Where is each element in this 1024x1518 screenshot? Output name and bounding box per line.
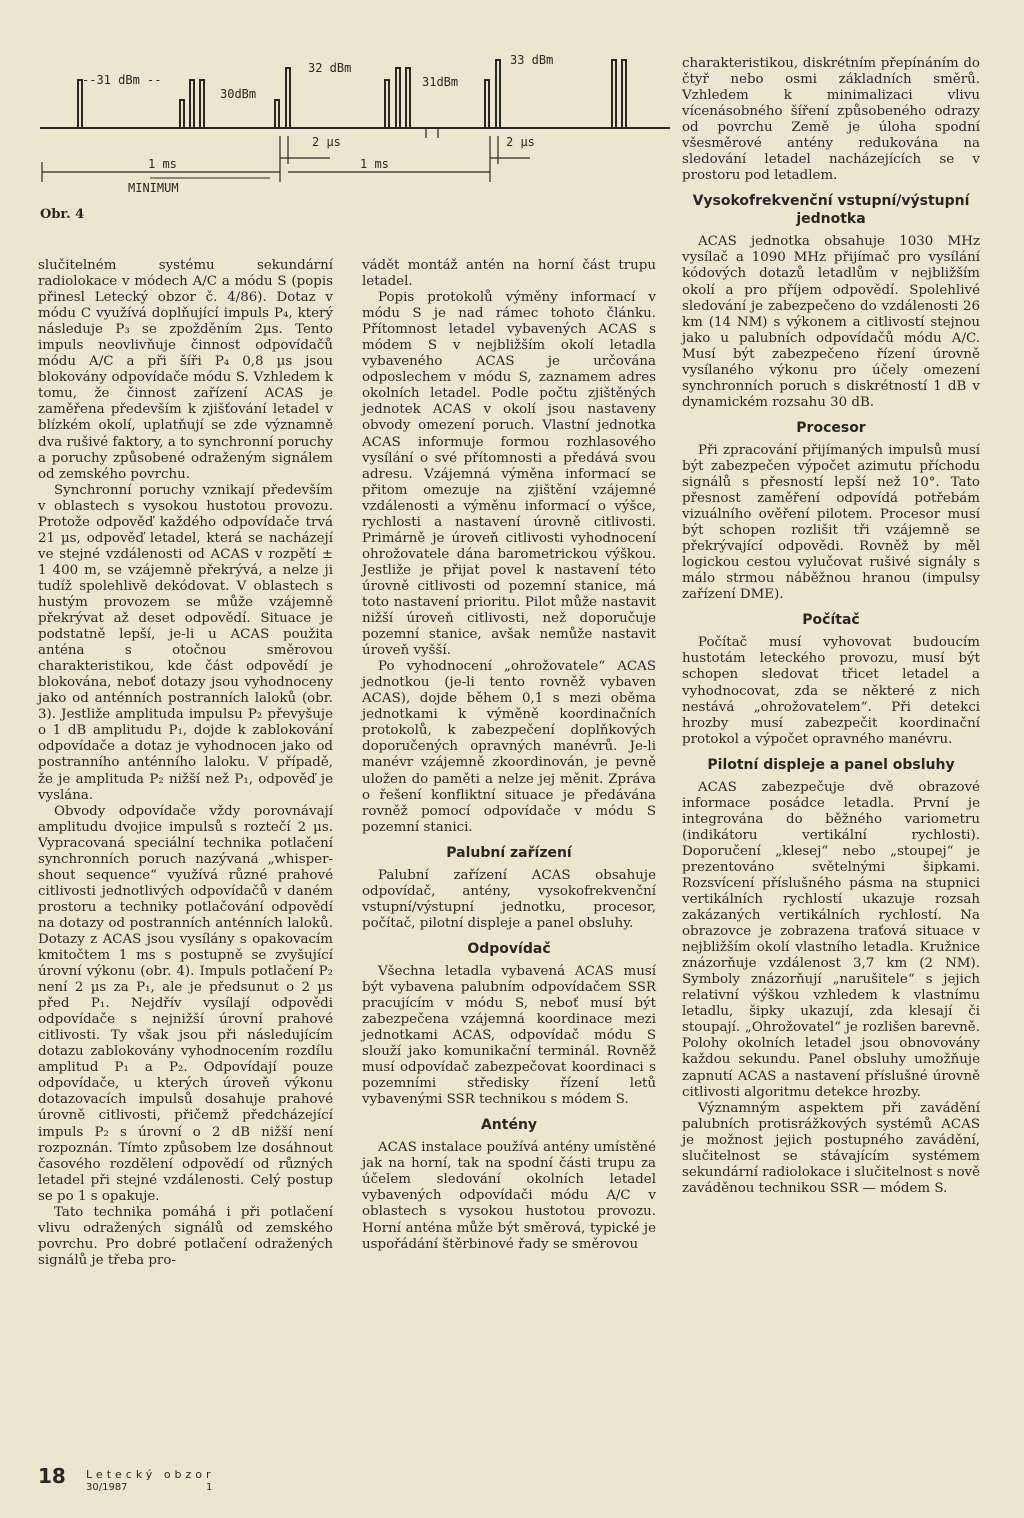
section-heading: Odpovídač (467, 940, 551, 957)
paragraph: Při zpracování přijímaných impulsů musí být zabezpečen výpočet azimutu příchodu signálů s přesností lepší než 10°. Tato přesnost zaměření odpovídá potřebám vizuálního ověření pilotem. Procesor musí být schopen rozlišit tři vzájemně se překrývající odpovědi. Rovněž by měl logickou cestou vylučovat rušivé signály s málo strmou náběžnou hranou (impulsy zařízení DME). (682, 442, 980, 603)
level-label-5: 33 dBm (510, 53, 554, 67)
paragraph: ACAS zabezpečuje dvě obrazové informace posádce letadla. První je integrována do běžného variometru (indikátoru vertikální rychlosti). Doporučení „klesej“ nebo „stoupej“ je prezentováno světelnými šipkami. Rozsvícení příslušného pásma na stupnici vertikálních rychlostí ukazuje rozsah zakázaných vertikálních rychlostí. Na obrazovce je zobrazena traťová situace v nejbližším okolí vlastního letadla. Kružnice znázorňuje vzdálenost 3,7 km (2 NM). Symboly znázorňují „narušitele“ s jejich relativní výškou vzhledem k vlastnímu letadlu, šipky ukazují, zda klesají či stoupají. „Ohrožovatel“ je rozlišen barevně. Polohy okolních letadel jsou obnovovány každou sekundu. Panel obsluhy umožňuje zapnutí ACAS a nastavení příslušné úrovně citlivosti algoritmu detekce hrozby. (682, 779, 980, 1100)
time-label-1ms-a: 1 ms (148, 157, 177, 171)
paragraph: ACAS instalace používá antény umístěné jak na horní, tak na spodní části trupu za účelem sledování okolních letadel vybavených odpovídači módu A/C v oblastech s vysokou hustotou provozu. Horní anténa může být směrová, typické je uspořádání štěrbinové řady se směrovou (362, 1140, 656, 1252)
section-heading: Procesor (796, 419, 866, 436)
paragraph: Obvody odpovídače vždy porovnávají amplitudu dvojice impulsů s roztečí 2 µs. Vypracovaná speciální technika potlačení synchronních poruch nazývaná „whisper-shout sequence“ využívá různé prahové citlivosti jednotlivých odpovídačů v daném prostoru a techniky potlačování odpovědí na dotazy od postranních anténních laloků. Dotazy z ACAS jsou vysílány s opakovacím kmitočtem 1 ms s postupně se zvyšující úrovní výkonu (obr. 4). Impuls potlačení P₂ není 2 µs za P₁, ale je předsunut o 2 µs před P₁. Nejdřív vysílají odpovědi odpovídače s nejnižší úrovní prahové citlivosti. Ty však jsou při následujícím dotazu zablokovány vyhodnocením rozdílu amplitud P₁ a P₂. Odpovídají pouze odpovídače, u kterých úroveň výkonu dotazovacích impulsů dosahuje prahové úrovně citlivosti, přičemž předcházející impuls P₂ s úrovní o 2 dB nižší není rozpoznán. Tímto způsobem lze dosáhnout časového rozdělení odpovědí od různých letadel při stejné vzdálenosti. Celý postup se po 1 s opakuje. (38, 803, 333, 1204)
paragraph: charakteristikou, diskrétním přepínáním do čtyř nebo osmi základních směrů. Vzhledem k minimalizaci vlivu vícenásobného šíření způsobeného odrazy od povrchu Země je úloha spodní všesměrové antény redukována na sledování letadel nacházejících se v prostoru pod letadlem. (682, 56, 980, 184)
level-label-1: --31 dBm -- (82, 73, 162, 87)
magazine-name: Letecký obzor (86, 1468, 215, 1481)
paragraph: Významným aspektem při zavádění palubních protisrážkových systémů ACAS je možnost jejich postupného zavádění, slučitelnost se stávajícím systémem sekundární radiolokace i slučitelnost s nově zaváděnou technikou SSR — módem S. (682, 1100, 980, 1196)
level-label-2: 30dBm (220, 87, 257, 101)
level-label-3: 32 dBm (308, 61, 352, 75)
time-label-1ms-b: 1 ms (360, 157, 389, 171)
level-label-4: 31dBm (422, 75, 459, 89)
section-heading: Počítač (802, 612, 860, 629)
figure-caption: Obr. 4 (40, 207, 85, 222)
column-2 (362, 258, 656, 1253)
column-3 (682, 56, 980, 1197)
minimum-label: MINIMUM (128, 181, 179, 195)
section-heading: Antény (480, 1117, 538, 1134)
time-label-2us-a: 2 µs (312, 135, 341, 149)
magazine-issue: 30/1987 (86, 1482, 128, 1493)
paragraph: Popis protokolů výměny informací v módu S je nad rámec tohoto článku. Přítomnost letadel vybavených ACAS s módem S v nejbližším okolí letadla vybaveného ACAS je určována odposlechem v módu S, zaznamem adres okolních letadel. Podle počtu zjištěných jednotek ACAS v okolí jsou nastaveny obvody omezení poruch. Vlastní jednotka ACAS informuje formou rozhlasového vysílání o své přítomnosti a předává svou adresu. Vzájemná výměna informací se přitom omezuje na zjištění vzájemné vzdálenosti a výměnu informací o výšce, rychlosti a nastavení úrovně citlivosti. Primárně je úroveň citlivosti vyhodnocení ohrožovatele dána barometrickou výškou. Jestliže je přijat povel k nastavení této úrovně citlivosti od pozemní stanice, má toto nastavení prioritu. Pilot může nastavit nižší úroveň citlivosti, než doporučuje pozemní stanice, avšak nemůže nastavit úroveň vyšší. (362, 290, 656, 659)
section-heading: Pilotní displeje a panel obsluhy (707, 756, 955, 773)
paragraph: slučitelném systému sekundární radiolokace v módech A/C a módu S (popis přinesl Letecký obzor č. 4/86). Dotaz v módu C využívá doplňující impuls P₄, který následuje P₃ se zpožděním 2µs. Tento impuls neovlivňuje činnost odpovídačů módu A/C a při šíři P₄ 0,8 µs jsou blokovány odpovídače módu S. Vzhledem k tomu, že činnost zařízení ACAS je zaměřena především k zjišťování letadel v blízkém okolí, uplatňují se zde významně dva rušivé faktory, a to synchronní poruchy a poruchy způsobené odraženým signálem od zemského povrchu. (38, 258, 333, 482)
paragraph: Po vyhodnocení „ohrožovatele“ ACAS jednotkou (je-li tento rovněž vybaven ACAS), dojde během 0,1 s mezi oběma jednotkami k výměně koordinačních protokolů, k zabezpečení doplňkových doporučených opravných manévrů. Je-li manévr vzájemně zkoordinován, je pevně uložen do paměti a nelze jej měnit. Zpráva o řešení konfliktní situace je předávána rovněž pomocí odpovídače v módu S pozemní stanici. (362, 659, 656, 835)
column-1 (38, 258, 333, 1269)
issue-number: 1 (206, 1482, 213, 1493)
section-heading: Palubní zařízení (446, 844, 572, 861)
paragraph: ACAS jednotka obsahuje 1030 MHz vysílač a 1090 MHz přijímač pro vysílání kódových dotazů letadlům v nejbližším okolí a pro příjem odpovědí. Spolehlivé sledování je zabezpečeno do vzdálenosti 26 km (14 NM) s výkonem a citlivostí stejnou jako u palubních odpovídačů módu A/C. Musí být zabezpečeno řízení úrovně vysílaného výkonu pro účely omezení synchronních poruch s diskrétností 1 dB v dynamickém rozsahu 30 dB. (682, 234, 980, 410)
paragraph: Palubní zařízení ACAS obsahuje odpovídač, antény, vysokofrekvenční vstupní/výstupní jednotku, procesor, počítač, pilotní displeje a panel obsluhy. (362, 867, 656, 931)
paragraph: vádět montáž antén na horní část trupu letadel. (362, 258, 656, 290)
paragraph: Synchronní poruchy vznikají především v oblastech s vysokou hustotou provozu. Protože odpověď každého odpovídače trvá 21 µs, odpověď letadel, která se nacházejí ve stejné vzdálenosti od ACAS v rozpětí ± 1 400 m, se vzájemně překrývá, a nelze ji tudíž spolehlivě dekódovat. V oblastech s hustým provozem se může vzájemně překrývat až deset odpovědí. Situace je podstatně lepší, je-li u ACAS použita anténa s otočnou směrovou charakteristikou, kde část odpovědí je blokována, neboť dotazy jsou vyhodnoceny jako od anténních postranních laloků (obr. 3). Jestliže amplituda impulsu P₂ převyšuje o 1 dB amplitudu P₁, dojde k zablokování odpovídače a dotaz je vyhodnocen jako od postranního anténního laloku. V případě, že je amplituda P₂ nižší než P₁, odpověď je vyslána. (38, 482, 333, 803)
page-number: 18 (38, 1464, 66, 1488)
time-label-2us-b: 2 µs (506, 135, 535, 149)
paragraph: Tato technika pomáhá i při potlačení vlivu odražených signálů od zemského povrchu. Pro dobré potlačení odražených signálů je třeba pro- (38, 1204, 333, 1268)
paragraph: Počítač musí vyhovovat budoucím hustotám leteckého provozu, musí být schopen sledovat třicet letadel a vyhodnocovat, zda se některé z nich nestává „ohrožovatelem“. Při detekci hrozby musí zabezpečit koordinační protokol a výpočet opravného manévru. (682, 635, 980, 747)
paragraph: Všechna letadla vybavená ACAS musí být vybavena palubním odpovídačem SSR pracujícím v módu S, neboť musí být zabezpečena vzájemná koordinace mezi jednotkami ACAS, odpovídač módu S slouží jako komunikační terminál. Rovněž musí odpovídač zabezpečovat koordinaci s pozemními středisky řízení letů vybavenými SSR technikou s módem S. (362, 963, 656, 1108)
section-heading: Vysokofrekvenční vstupní/výstupní jednotka (692, 193, 970, 228)
pulse-diagram (30, 40, 670, 245)
